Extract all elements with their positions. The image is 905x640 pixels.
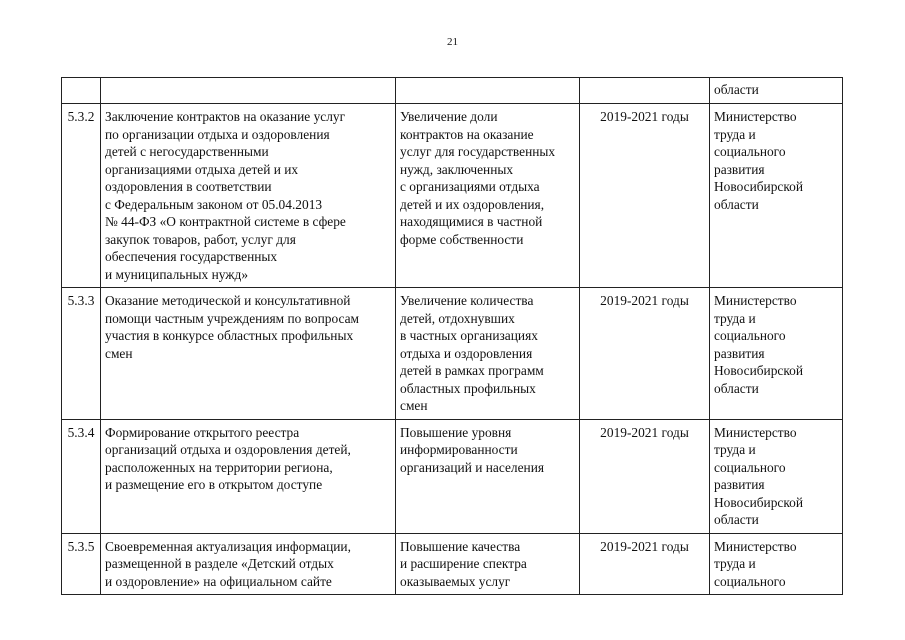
item-number-cell: 5.3.5 <box>62 533 101 595</box>
period-cell: 2019-2021 годы <box>580 104 710 288</box>
period-cell: 2019-2021 годы <box>580 288 710 420</box>
measures-table <box>61 77 843 595</box>
executor-cell: Министерство труда и социального развития Новосибирской области <box>710 419 843 533</box>
result-cell <box>396 78 580 104</box>
table-row <box>62 419 843 533</box>
measure-cell <box>101 78 396 104</box>
measure-cell: Формирование открытого реестра организаций отдыха и оздоровления детей, расположенных на территории региона, и размещение его в открытом доступе <box>101 419 396 533</box>
item-number-cell <box>62 78 101 104</box>
table-row <box>62 104 843 288</box>
table-row <box>62 533 843 595</box>
item-number-cell: 5.3.4 <box>62 419 101 533</box>
executor-cell: области <box>710 78 843 104</box>
measure-cell: Заключение контрактов на оказание услуг по организации отдыха и оздоровления детей с негосударственными организациями отдыха детей и их оздоровления в соответствии с Федеральным законом от 05.04.2013 № 44-ФЗ «О контрактной системе в сфере закупок товаров, работ, услуг для обеспечения государственных и муниципальных нужд» <box>101 104 396 288</box>
item-number-cell: 5.3.3 <box>62 288 101 420</box>
table-row <box>62 288 843 420</box>
table-row <box>62 78 843 104</box>
executor-cell: Министерство труда и социального развития Новосибирской области <box>710 288 843 420</box>
period-cell <box>580 78 710 104</box>
page-number: 21 <box>447 36 458 48</box>
measure-cell: Своевременная актуализация информации, размещенной в разделе «Детский отдых и оздоровление» на официальном сайте <box>101 533 396 595</box>
item-number-cell: 5.3.2 <box>62 104 101 288</box>
period-cell: 2019-2021 годы <box>580 533 710 595</box>
executor-cell: Министерство труда и социального развития Новосибирской области <box>710 104 843 288</box>
measure-cell: Оказание методической и консультативной помощи частным учреждениям по вопросам участия в конкурсе областных профильных смен <box>101 288 396 420</box>
period-cell: 2019-2021 годы <box>580 419 710 533</box>
result-cell: Повышение качества и расширение спектра оказываемых услуг <box>396 533 580 595</box>
result-cell: Повышение уровня информированности организаций и населения <box>396 419 580 533</box>
result-cell: Увеличение доли контрактов на оказание услуг для государственных нужд, заключенных с организациями отдыха детей и их оздоровления, находящимися в частной форме собственности <box>396 104 580 288</box>
result-cell: Увеличение количества детей, отдохнувших в частных организациях отдыха и оздоровления детей в рамках программ областных профильных смен <box>396 288 580 420</box>
executor-cell: Министерство труда и социального <box>710 533 843 595</box>
